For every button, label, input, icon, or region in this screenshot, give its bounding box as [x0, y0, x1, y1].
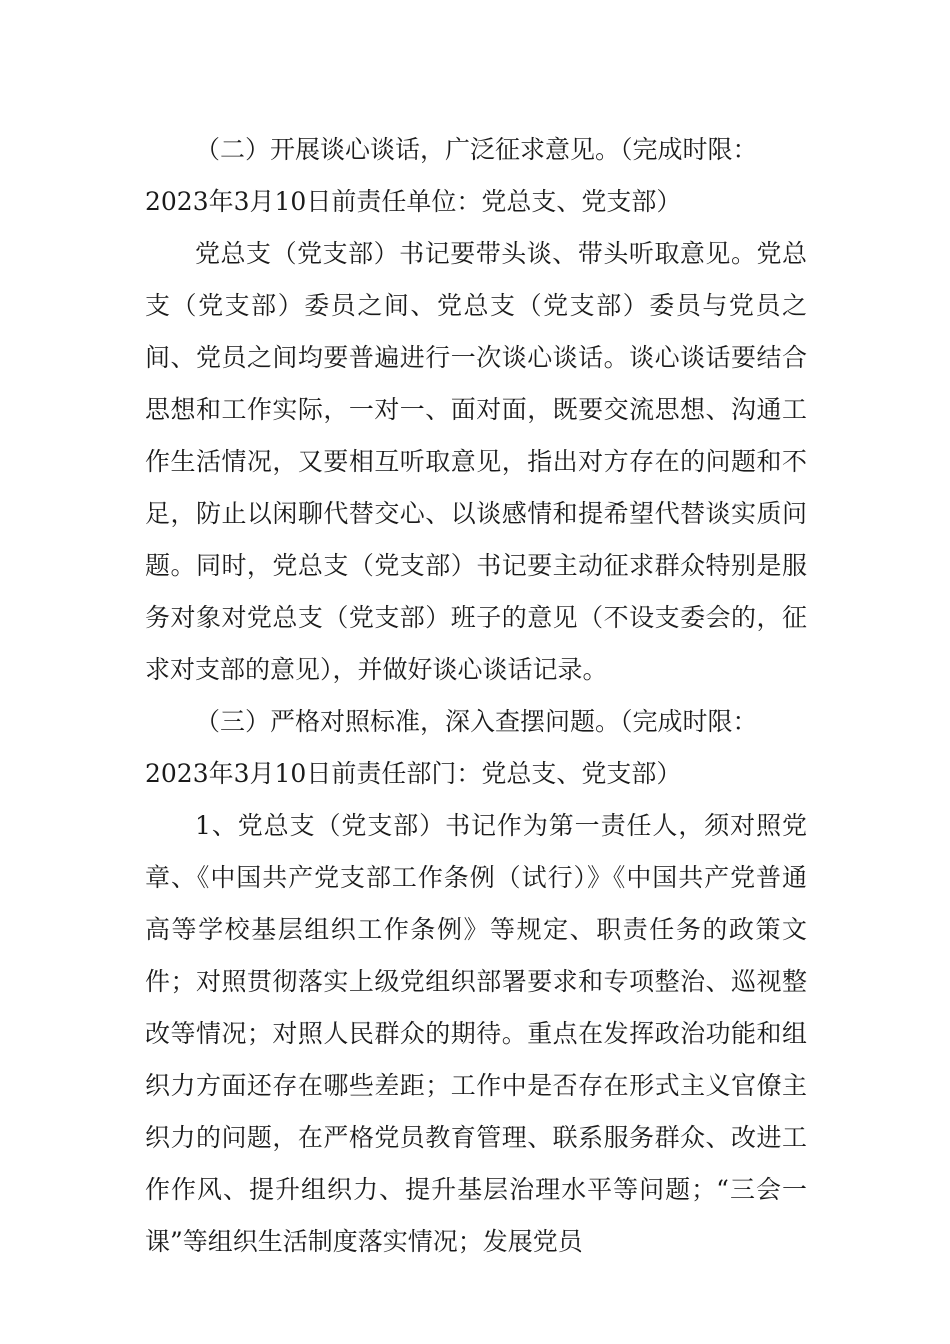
section-heading-3-deadline: 2023年3月10日前责任部门：党总支、党支部） — [145, 759, 682, 788]
section-heading-2-deadline: 2023年3月10日前责任单位：党总支、党支部） — [145, 187, 682, 216]
section-heading-3-title: （三）严格对照标准，深入查摆问题。（完成时限： — [195, 707, 758, 736]
paragraph-item-1-secretary-responsibility: 1、党总支（党支部）书记作为第一责任人，须对照党章、《中国共产党支部工作条例（试行）》《中国共产党普通高等学校基层组织工作条例》等规定、职责任务的政策文件；对照贯彻落实上级党组织部署要求和专项整治、巡视整改等情况；对照人民群众的期待。重点在发挥政治功能和组织力方面还存在哪些差距；工作中是否存在形式主义官僚主织力的问题，在严格党员教育管理、联系服务群众、改进工作作风、提升组织力、提升基层治理水平等问题；“三会一课”等组织生活制度落实情况；发展党员 — [145, 811, 807, 1256]
section-heading-2-title: （二）开展谈心谈话，广泛征求意见。（完成时限： — [195, 135, 758, 164]
paragraph-heart-to-heart-talks: 党总支（党支部）书记要带头谈、带头听取意见。党总支（党支部）委员之间、党总支（党支部）委员与党员之间、党员之间均要普遍进行一次谈心谈话。谈心谈话要结合思想和工作实际，一对一、面对面，既要交流思想、沟通工作生活情况，又要相互听取意见，指出对方存在的问题和不足，防止以闲聊代替交心、以谈感情和提希望代替谈实质问题。同时，党总支（党支部）书记要主动征求群众特别是服务对象对党总支（党支部）班子的意见（不设支委会的，征求对支部的意见），并做好谈心谈话记录。 — [145, 239, 807, 684]
document-body — [145, 124, 807, 1268]
